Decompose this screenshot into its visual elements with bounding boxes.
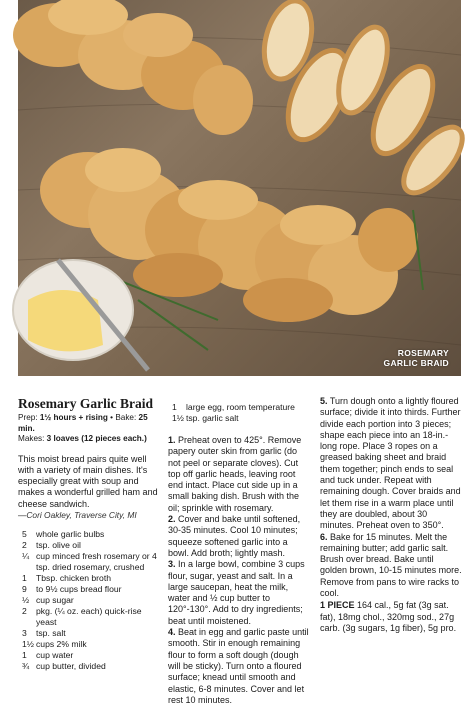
- ingredient-qty: ½: [22, 595, 30, 606]
- ingredient-qty: 1: [22, 650, 27, 661]
- ingredient-text: tsp. olive oil: [36, 540, 81, 551]
- ingredient-text: to 9½ cups bread flour: [36, 584, 122, 595]
- ingredient-item: [18, 639, 158, 650]
- ingredient-qty: 2: [22, 606, 27, 617]
- direction-step: [320, 396, 462, 532]
- ingredient-text: tsp. salt: [36, 628, 66, 639]
- ingredient-qty: ¾: [22, 661, 30, 672]
- ingredient-item: [18, 573, 158, 584]
- step-text: Cover and bake until softened, 30-35 minutes. Cool 10 minutes; squeeze softened garlic into a bowl. Add broth; lightly mash.: [168, 514, 301, 558]
- recipe-byline: —Cori Oakley, Traverse City, MI: [18, 509, 137, 520]
- prep-bake-line: Prep: 1½ hours + rising • Bake: 25 min.: [18, 413, 148, 433]
- ingredient-list: [18, 529, 158, 672]
- ingredient-text: whole garlic bulbs: [36, 529, 105, 540]
- ingredient-item: [168, 402, 311, 413]
- makes-line: [18, 434, 158, 445]
- ingredient-qty: 3: [22, 628, 27, 639]
- direction-step: [168, 627, 311, 706]
- ingredient-text: Tbsp. chicken broth: [36, 573, 111, 584]
- ingredient-list-continued: [168, 402, 311, 424]
- prep-value: 1½ hours + rising: [39, 413, 108, 422]
- ingredient-item: [18, 584, 158, 595]
- ingredient-text: cup water: [36, 650, 74, 661]
- step-text: Preheat oven to 425°. Remove papery outer skin from garlic (do not peel or separate cloves). Cut top off garlic heads, leaving root end intact. Place cut side up in a small baking dish. Brush with the oil; sprinkle with rosemary.: [168, 435, 302, 513]
- step-number: 3.: [168, 559, 176, 570]
- column-1: [18, 396, 158, 672]
- ingredient-qty: 9: [22, 584, 27, 595]
- photo-caption: [384, 348, 449, 368]
- step-text: Turn dough onto a lightly floured surface; divide it into thirds. Further divide each portion into 3 pieces; shape each piece into an 18-in.-long rope. Place 3 ropes on a greased baking sheet and braid them together; pinch ends to seal and tuck under. Repeat with remaining dough. Cover braids and let them rise in a warm place until they are doubled, about 30 minutes. Preheat oven to 350°.: [320, 396, 461, 531]
- recipe-photo: [18, 0, 461, 376]
- ingredient-text: cup butter, divided: [36, 661, 106, 672]
- step-number: 4.: [168, 627, 176, 638]
- makes-label: Makes:: [18, 434, 45, 443]
- direction-step: [320, 532, 462, 600]
- ingredient-item: [18, 529, 158, 540]
- top-bread-braid: [13, 0, 253, 135]
- ingredient-item: [18, 661, 158, 672]
- bake-value: 25 min.: [18, 413, 148, 433]
- ingredient-text: cup minced fresh rosemary or 4 tsp. dried rosemary, crushed: [36, 551, 157, 573]
- column-3: [320, 396, 462, 634]
- step-text: Beat in egg and garlic paste until smooth. Stir in enough remaining flour to form a soft dough (dough will be sticky). Turn onto a floured surface; knead until smooth and elastic, 6-8 minutes. Cover and let rest 10 minutes.: [168, 627, 309, 705]
- photo-caption-line: GARLIC BRAID: [383, 358, 449, 368]
- ingredient-text: cup sugar: [36, 595, 74, 606]
- ingredient-qty: 2: [22, 540, 27, 551]
- step-number: 6.: [320, 531, 328, 542]
- ingredient-text: tsp. garlic salt: [186, 413, 239, 423]
- ingredient-qty: 1½: [172, 413, 184, 423]
- ingredient-qty: 1: [172, 402, 177, 412]
- direction-step: [168, 435, 311, 514]
- step-number: 2.: [168, 514, 176, 525]
- ingredient-item: [168, 413, 311, 424]
- ingredient-item: [18, 551, 158, 573]
- ingredient-qty: 5: [22, 529, 27, 540]
- bread-slices: [256, 0, 472, 202]
- ingredient-qty: 1: [22, 573, 27, 584]
- step-text: Bake for 15 minutes. Melt the remaining butter; add garlic salt. Brush over bread. Bake until golden brown, 10-15 minutes more. Remove from pans to wire racks to cool.: [320, 531, 462, 599]
- direction-step: [168, 559, 311, 627]
- nutrition-label: 1 PIECE: [320, 600, 355, 611]
- prep-label: Prep:: [18, 413, 38, 422]
- braided-bread-illustration: [18, 0, 461, 376]
- nutrition-text: 164 cal., 5g fat (3g sat. fat), 18mg chol., 320mg sod., 27g carb. (3g sugars, 1g fiber), 5g pro.: [320, 600, 457, 633]
- ingredient-text: large egg, room temperature: [186, 402, 295, 412]
- ingredient-item: [18, 540, 158, 551]
- recipe-title: Rosemary Garlic Braid: [18, 396, 153, 411]
- step-number: 1.: [168, 435, 176, 445]
- column-2: [168, 396, 311, 706]
- makes-value: 3 loaves (12 pieces each.): [46, 434, 147, 443]
- ingredient-item: [18, 628, 158, 639]
- step-text: In a large bowl, combine 3 cups flour, sugar, yeast and salt. In a large saucepan, heat the milk, water and ½ cup butter to 120°-130°. Add to dry ingredients; beat until moistened.: [168, 559, 305, 626]
- ingredient-qty: 1½: [22, 639, 34, 650]
- photo-caption-line: ROSEMARY: [397, 348, 449, 358]
- bake-label: Bake:: [115, 413, 137, 422]
- ingredient-item: [18, 606, 158, 628]
- ingredient-text: cups 2% milk: [36, 639, 87, 650]
- ingredient-qty: ¼: [22, 551, 30, 562]
- butter-dish: [13, 260, 148, 370]
- direction-step: [168, 514, 311, 559]
- ingredient-text: pkg. (¼ oz. each) quick-rise yeast: [36, 606, 142, 628]
- ingredient-item: [18, 650, 158, 661]
- step-number: 5.: [320, 396, 328, 406]
- recipe-intro: This moist bread pairs quite well with a variety of main dishes. It's especially great with soup and makes a wonderful grilled ham and cheese sandwich.: [18, 453, 158, 509]
- ingredient-item: [18, 595, 158, 606]
- nutrition-facts: [320, 600, 462, 634]
